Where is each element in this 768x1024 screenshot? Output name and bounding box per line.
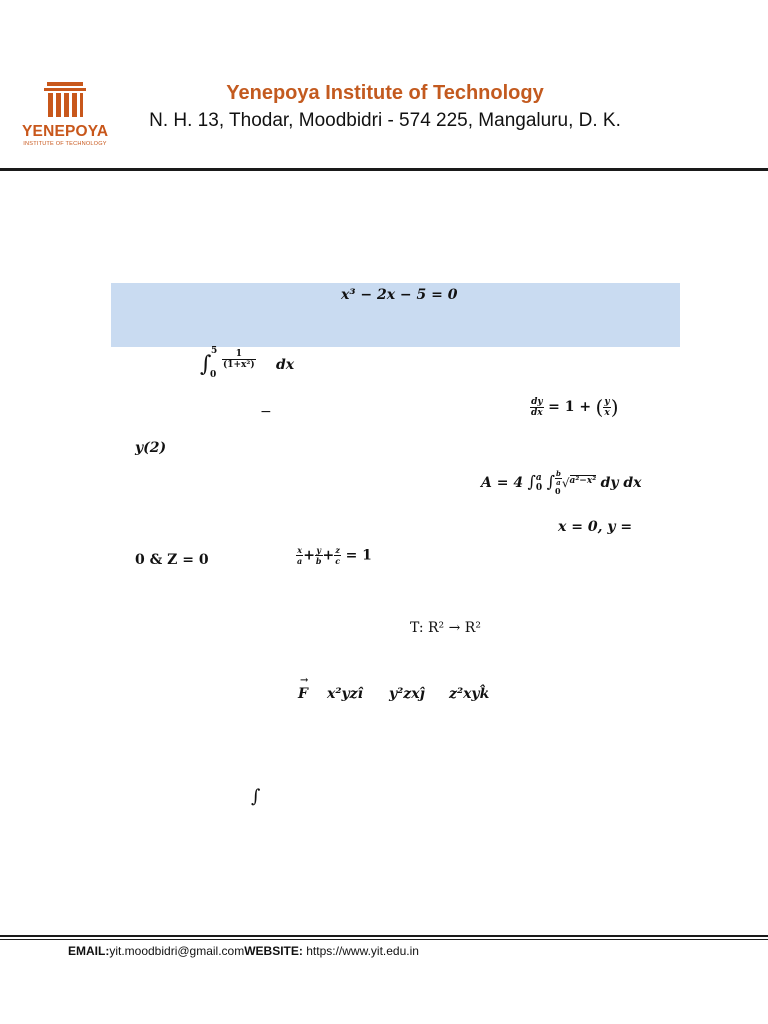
area-limit-upper: a: [535, 473, 542, 483]
plane-y: y: [316, 545, 322, 555]
area-sqrt: a²−x²: [569, 476, 597, 487]
footer-divider-thin: [0, 939, 768, 940]
area-tail: dy dx: [600, 475, 642, 492]
website-label: WEBSITE:: [244, 944, 303, 958]
plane-x: x: [297, 545, 302, 555]
plane-rhs: = 1: [345, 547, 372, 564]
email-label: EMAIL:: [68, 944, 110, 958]
y-of-2: y(2): [135, 440, 167, 456]
linear-transform: T: R² → R²: [410, 620, 481, 636]
field-F-letter: F: [298, 686, 308, 702]
integral-denominator: (1+x²): [223, 360, 255, 370]
ode-frac-num: y: [604, 396, 610, 407]
integral-upper-limit: 5: [211, 346, 218, 356]
ode-frac-den: x: [604, 407, 610, 418]
integral-numerator: 1: [222, 349, 256, 360]
line-integral-sign: ∫: [251, 786, 261, 807]
field-F: F →: [298, 675, 309, 702]
plane-equation: $\frac{x}{a}$ + $\frac{y}{b}$ + $\frac{z}{c}$ = 1: [297, 545, 372, 566]
area-inner-a: a: [556, 478, 561, 487]
minus-sign: −: [260, 404, 272, 420]
logo-text: YENEPOYA: [22, 123, 109, 140]
plane-a: a: [297, 556, 303, 566]
plane-z: z: [335, 545, 340, 555]
area-limit-lower: 0: [535, 483, 543, 493]
ode-lhs-den: dx: [531, 407, 543, 418]
area-inner-b: b: [555, 469, 561, 478]
institute-name: Yenepoya Institute of Technology: [226, 82, 544, 104]
plane-b: b: [315, 556, 322, 566]
ode-rhs: = 1 +: [548, 399, 592, 416]
plane-c: c: [335, 556, 341, 566]
area-lhs: A = 4: [481, 475, 524, 492]
integral-lower-limit: 0: [210, 370, 217, 380]
area-integral: A = 4 ∫ a 0 ∫ $\frac{b}{a}$ 0 √$^{a^2-x^2}$ dy dx: [481, 469, 642, 496]
integral-dx: dx: [276, 357, 295, 373]
equation-cubic: x³ − 2x − 5 = 0: [341, 287, 458, 303]
field-term-3: z²xyk̂: [449, 686, 490, 702]
footer-contact: [68, 944, 419, 958]
header-divider: [0, 168, 768, 171]
footer-divider: [0, 935, 768, 937]
integral-sign: ∫: [200, 352, 212, 377]
x-zero-y: x = 0, y =: [558, 519, 633, 535]
z-zero: 0 & Z = 0: [135, 552, 209, 568]
field-term-2: y²zxĵ: [389, 686, 425, 702]
ode-expression: $\frac{dy}{dx}$ = 1 + ( $\frac{y}{x}$ ): [531, 395, 619, 419]
website-link[interactable]: https://www.yit.edu.in: [302, 944, 419, 958]
email-link[interactable]: yit.moodbidri@gmail.com: [109, 944, 245, 958]
institute-address: N. H. 13, Thodar, Moodbidri - 574 225, Mangaluru, D. K.: [149, 110, 621, 131]
integral-fraction: [222, 349, 256, 370]
field-term-1: x²yzî: [327, 686, 363, 702]
logo-subtext: INSTITUTE OF TECHNOLOGY: [23, 141, 107, 147]
ode-lhs-num: dy: [531, 396, 543, 407]
